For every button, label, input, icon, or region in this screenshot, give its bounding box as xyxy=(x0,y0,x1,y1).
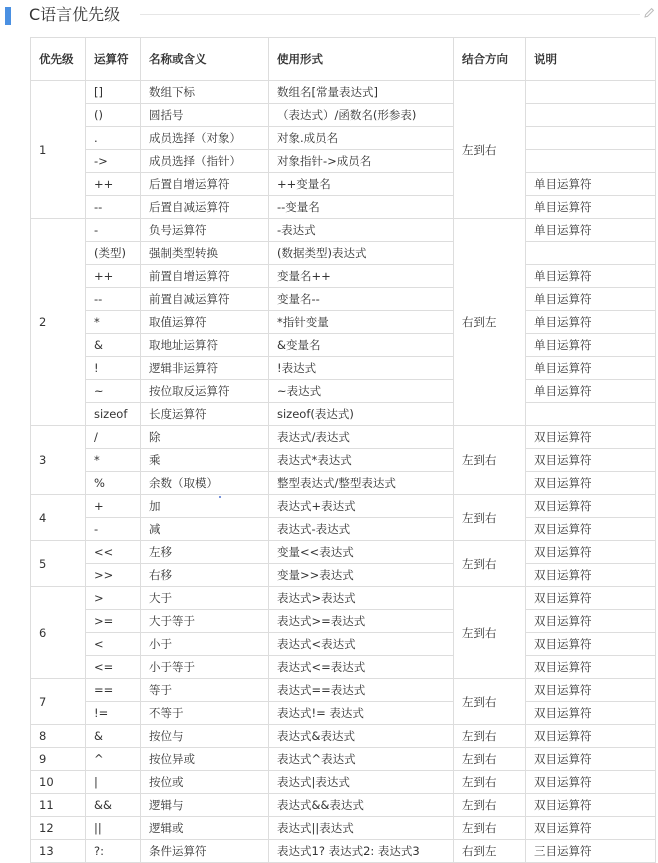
note-cell: 双目运算符 xyxy=(526,472,656,495)
note-cell: 双目运算符 xyxy=(526,679,656,702)
operator-cell: <= xyxy=(86,656,141,679)
table-row xyxy=(31,794,656,817)
table-row xyxy=(31,610,656,633)
level-cell: 7 xyxy=(31,679,86,725)
table-row xyxy=(31,518,656,541)
note-cell xyxy=(526,104,656,127)
table-row xyxy=(31,472,656,495)
title-accent-bar xyxy=(5,7,11,25)
header-operator: 运算符 xyxy=(86,38,141,81)
operator-cell: && xyxy=(86,794,141,817)
note-cell: 单目运算符 xyxy=(526,334,656,357)
header-associativity: 结合方向 xyxy=(454,38,526,81)
note-cell: 单目运算符 xyxy=(526,173,656,196)
table-row xyxy=(31,127,656,150)
operator-cell: + xyxy=(86,495,141,518)
operator-cell: () xyxy=(86,104,141,127)
usage-cell: 表达式&表达式 xyxy=(269,725,454,748)
note-cell: 单目运算符 xyxy=(526,196,656,219)
name-cell: 逻辑或 xyxy=(141,817,269,840)
table-row xyxy=(31,656,656,679)
usage-cell: 表达式^表达式 xyxy=(269,748,454,771)
usage-cell: 变量名++ xyxy=(269,265,454,288)
note-cell: 三目运算符 xyxy=(526,840,656,863)
table-row xyxy=(31,288,656,311)
table-row xyxy=(31,403,656,426)
table-row xyxy=(31,564,656,587)
usage-cell: (数据类型)表达式 xyxy=(269,242,454,265)
usage-cell: （表达式）/函数名(形参表) xyxy=(269,104,454,127)
note-cell: 双目运算符 xyxy=(526,656,656,679)
level-cell: 11 xyxy=(31,794,86,817)
name-cell: 成员选择（指针） xyxy=(141,150,269,173)
operator-cell: || xyxy=(86,817,141,840)
note-cell: 双目运算符 xyxy=(526,748,656,771)
operator-cell: ++ xyxy=(86,173,141,196)
level-cell: 2 xyxy=(31,219,86,426)
name-cell: 左移 xyxy=(141,541,269,564)
associativity-cell: 左到右 xyxy=(454,748,526,771)
level-cell: 3 xyxy=(31,426,86,495)
usage-cell: 变量<<表达式 xyxy=(269,541,454,564)
table-row xyxy=(31,725,656,748)
name-cell: 数组下标 xyxy=(141,81,269,104)
name-cell: 取值运算符 xyxy=(141,311,269,334)
name-cell: 前置自增运算符 xyxy=(141,265,269,288)
table-row xyxy=(31,104,656,127)
operator-cell: . xyxy=(86,127,141,150)
usage-cell: &变量名 xyxy=(269,334,454,357)
level-cell: 4 xyxy=(31,495,86,541)
usage-cell: 表达式<=表达式 xyxy=(269,656,454,679)
note-cell: 单目运算符 xyxy=(526,288,656,311)
note-cell: 双目运算符 xyxy=(526,725,656,748)
precedence-table xyxy=(30,37,656,863)
operator-cell: -- xyxy=(86,288,141,311)
table-row xyxy=(31,633,656,656)
title-divider xyxy=(140,14,640,15)
table-header-row xyxy=(31,38,656,81)
table-row xyxy=(31,219,656,242)
level-cell: 10 xyxy=(31,771,86,794)
name-cell: 圆括号 xyxy=(141,104,269,127)
table-row xyxy=(31,311,656,334)
operator-cell: >> xyxy=(86,564,141,587)
usage-cell: *指针变量 xyxy=(269,311,454,334)
table-row xyxy=(31,357,656,380)
table-row xyxy=(31,173,656,196)
note-cell xyxy=(526,403,656,426)
usage-cell: 表达式>=表达式 xyxy=(269,610,454,633)
operator-cell: ^ xyxy=(86,748,141,771)
operator-cell: != xyxy=(86,702,141,725)
table-row xyxy=(31,541,656,564)
table-row xyxy=(31,242,656,265)
operator-cell: | xyxy=(86,771,141,794)
level-cell: 6 xyxy=(31,587,86,679)
table-row xyxy=(31,748,656,771)
name-cell: 后置自减运算符 xyxy=(141,196,269,219)
usage-cell: 整型表达式/整型表达式 xyxy=(269,472,454,495)
associativity-cell: 右到左 xyxy=(454,840,526,863)
name-cell: 按位或 xyxy=(141,771,269,794)
operator-cell: > xyxy=(86,587,141,610)
table-row xyxy=(31,150,656,173)
name-cell: 负号运算符 xyxy=(141,219,269,242)
usage-cell: 表达式/表达式 xyxy=(269,426,454,449)
operator-cell: ?: xyxy=(86,840,141,863)
name-cell: 等于 xyxy=(141,679,269,702)
table-row xyxy=(31,840,656,863)
note-cell: 双目运算符 xyxy=(526,587,656,610)
usage-cell: 变量>>表达式 xyxy=(269,564,454,587)
name-cell: 加 xyxy=(141,495,269,518)
level-cell: 13 xyxy=(31,840,86,863)
level-cell: 8 xyxy=(31,725,86,748)
operator-cell: ++ xyxy=(86,265,141,288)
note-cell: 单目运算符 xyxy=(526,311,656,334)
operator-cell: / xyxy=(86,426,141,449)
note-cell: 单目运算符 xyxy=(526,219,656,242)
section-header xyxy=(0,0,658,32)
operator-cell: ~ xyxy=(86,380,141,403)
table-row xyxy=(31,702,656,725)
usage-cell: 表达式+表达式 xyxy=(269,495,454,518)
note-cell xyxy=(526,242,656,265)
table-row xyxy=(31,495,656,518)
associativity-cell: 左到右 xyxy=(454,771,526,794)
note-cell: 双目运算符 xyxy=(526,817,656,840)
table-row xyxy=(31,587,656,610)
usage-cell: 变量名-- xyxy=(269,288,454,311)
note-cell: 双目运算符 xyxy=(526,610,656,633)
associativity-cell: 右到左 xyxy=(454,219,526,426)
usage-cell: ~表达式 xyxy=(269,380,454,403)
operator-cell: [] xyxy=(86,81,141,104)
usage-cell: 表达式|表达式 xyxy=(269,771,454,794)
usage-cell: 表达式1? 表达式2: 表达式3 xyxy=(269,840,454,863)
table-row xyxy=(31,196,656,219)
associativity-cell: 左到右 xyxy=(454,587,526,679)
usage-cell: 表达式<表达式 xyxy=(269,633,454,656)
table-row xyxy=(31,771,656,794)
note-cell: 双目运算符 xyxy=(526,541,656,564)
name-cell: 余数（取模） xyxy=(141,472,269,495)
name-cell: 不等于 xyxy=(141,702,269,725)
level-cell: 5 xyxy=(31,541,86,587)
table-row xyxy=(31,81,656,104)
note-cell: 双目运算符 xyxy=(526,794,656,817)
table-row xyxy=(31,334,656,357)
operator-cell: * xyxy=(86,311,141,334)
name-cell: 大于 xyxy=(141,587,269,610)
associativity-cell: 左到右 xyxy=(454,725,526,748)
table-row xyxy=(31,380,656,403)
associativity-cell: 左到右 xyxy=(454,817,526,840)
name-cell: 大于等于 xyxy=(141,610,269,633)
operator-cell: >= xyxy=(86,610,141,633)
note-cell: 双目运算符 xyxy=(526,426,656,449)
table-row xyxy=(31,265,656,288)
usage-cell: 对象指针->成员名 xyxy=(269,150,454,173)
operator-cell: sizeof xyxy=(86,403,141,426)
header-usage: 使用形式 xyxy=(269,38,454,81)
table-row xyxy=(31,679,656,702)
header-note: 说明 xyxy=(526,38,656,81)
name-cell: 逻辑非运算符 xyxy=(141,357,269,380)
usage-cell: -表达式 xyxy=(269,219,454,242)
table-row xyxy=(31,426,656,449)
associativity-cell: 左到右 xyxy=(454,426,526,495)
level-cell: 1 xyxy=(31,81,86,219)
level-cell: 12 xyxy=(31,817,86,840)
operator-cell: ! xyxy=(86,357,141,380)
operator-cell: == xyxy=(86,679,141,702)
associativity-cell: 左到右 xyxy=(454,495,526,541)
usage-cell: --变量名 xyxy=(269,196,454,219)
usage-cell: 表达式*表达式 xyxy=(269,449,454,472)
note-cell xyxy=(526,81,656,104)
usage-cell: 表达式>表达式 xyxy=(269,587,454,610)
note-cell: 双目运算符 xyxy=(526,495,656,518)
page-title: C语言优先级 xyxy=(29,5,121,24)
level-cell: 9 xyxy=(31,748,86,771)
operator-cell: (类型) xyxy=(86,242,141,265)
associativity-cell: 左到右 xyxy=(454,794,526,817)
name-cell: 按位异或 xyxy=(141,748,269,771)
name-cell: 减 xyxy=(141,518,269,541)
operator-cell: << xyxy=(86,541,141,564)
usage-cell: !表达式 xyxy=(269,357,454,380)
note-cell: 单目运算符 xyxy=(526,380,656,403)
name-cell: 除 xyxy=(141,426,269,449)
note-cell: 双目运算符 xyxy=(526,633,656,656)
note-cell xyxy=(526,150,656,173)
operator-cell: - xyxy=(86,518,141,541)
name-cell: 长度运算符 xyxy=(141,403,269,426)
note-cell: 单目运算符 xyxy=(526,357,656,380)
operator-cell: < xyxy=(86,633,141,656)
usage-cell: sizeof(表达式) xyxy=(269,403,454,426)
name-cell: 条件运算符 xyxy=(141,840,269,863)
name-cell: 逻辑与 xyxy=(141,794,269,817)
operator-cell: -> xyxy=(86,150,141,173)
operator-cell: % xyxy=(86,472,141,495)
stray-dot xyxy=(219,496,221,498)
note-cell: 双目运算符 xyxy=(526,771,656,794)
associativity-cell: 左到右 xyxy=(454,541,526,587)
operator-cell: & xyxy=(86,334,141,357)
name-cell: 前置自减运算符 xyxy=(141,288,269,311)
operator-cell: -- xyxy=(86,196,141,219)
header-name: 名称或含义 xyxy=(141,38,269,81)
name-cell: 成员选择（对象） xyxy=(141,127,269,150)
usage-cell: 数组名[常量表达式] xyxy=(269,81,454,104)
note-cell: 双目运算符 xyxy=(526,702,656,725)
usage-cell: 表达式||表达式 xyxy=(269,817,454,840)
name-cell: 右移 xyxy=(141,564,269,587)
name-cell: 按位取反运算符 xyxy=(141,380,269,403)
table-row xyxy=(31,449,656,472)
usage-cell: ++变量名 xyxy=(269,173,454,196)
note-cell: 单目运算符 xyxy=(526,265,656,288)
operator-cell: - xyxy=(86,219,141,242)
usage-cell: 对象.成员名 xyxy=(269,127,454,150)
usage-cell: 表达式-表达式 xyxy=(269,518,454,541)
name-cell: 强制类型转换 xyxy=(141,242,269,265)
name-cell: 按位与 xyxy=(141,725,269,748)
note-cell: 双目运算符 xyxy=(526,449,656,472)
pencil-icon[interactable] xyxy=(642,6,656,20)
operator-cell: & xyxy=(86,725,141,748)
note-cell xyxy=(526,127,656,150)
name-cell: 小于等于 xyxy=(141,656,269,679)
usage-cell: 表达式!= 表达式 xyxy=(269,702,454,725)
usage-cell: 表达式&&表达式 xyxy=(269,794,454,817)
note-cell: 双目运算符 xyxy=(526,518,656,541)
usage-cell: 表达式==表达式 xyxy=(269,679,454,702)
header-level: 优先级 xyxy=(31,38,86,81)
associativity-cell: 左到右 xyxy=(454,679,526,725)
table-row xyxy=(31,817,656,840)
operator-cell: * xyxy=(86,449,141,472)
associativity-cell: 左到右 xyxy=(454,81,526,219)
name-cell: 取地址运算符 xyxy=(141,334,269,357)
name-cell: 小于 xyxy=(141,633,269,656)
name-cell: 后置自增运算符 xyxy=(141,173,269,196)
name-cell: 乘 xyxy=(141,449,269,472)
note-cell: 双目运算符 xyxy=(526,564,656,587)
